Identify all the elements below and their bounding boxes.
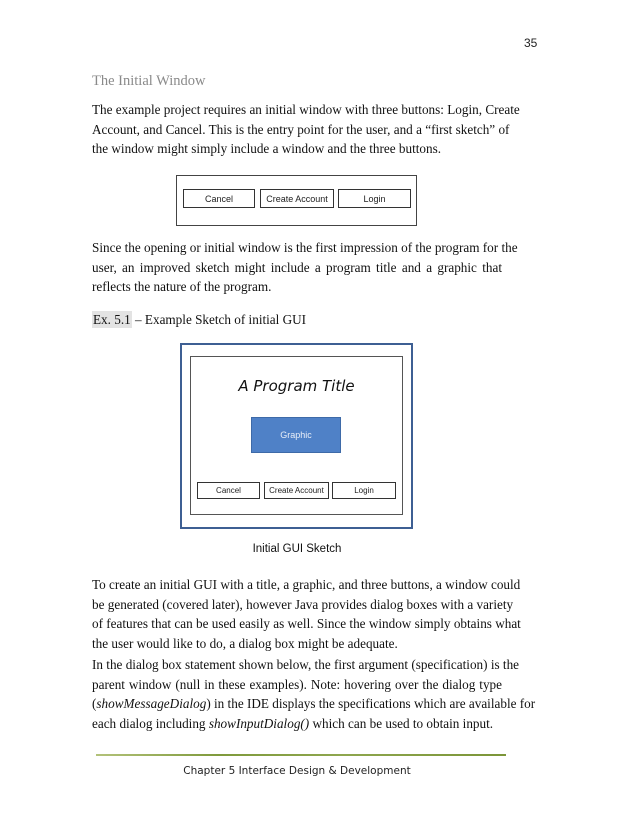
- method-name-show-message-dialog: showMessageDialog: [96, 696, 207, 711]
- text-fragment: (: [92, 696, 97, 711]
- text-line: [92, 694, 536, 714]
- text-line: The example project requires an initial window with three buttons: Login, Create: [92, 102, 520, 117]
- sketch-cancel-button: Cancel: [197, 482, 260, 499]
- text-line: parent window (null in these examples). Note: hovering over the dialog type: [92, 676, 502, 692]
- text-line: of features that can be used easily as well. Since the window simply obtains what: [92, 616, 521, 631]
- text-line: user, an improved sketch might include a program title and a graphic that: [92, 259, 502, 275]
- dialog-explanation-paragraph: [92, 575, 521, 653]
- improved-sketch-paragraph: [92, 238, 518, 297]
- sketch-login-button: Login: [338, 189, 411, 208]
- text-line: Since the opening or initial window is the first impression of the program for the: [92, 240, 518, 255]
- method-name-show-input-dialog: showInputDialog(): [208, 715, 310, 731]
- intro-paragraph: [92, 100, 520, 159]
- sketch-create-account-button: Create Account: [260, 189, 334, 208]
- section-heading: The Initial Window: [92, 73, 206, 89]
- footer-divider: [96, 754, 506, 756]
- text-line: reflects the nature of the program.: [92, 279, 272, 294]
- text-line: To create an initial GUI with a title, a graphic, and three buttons, a window could: [92, 577, 521, 592]
- page-number: 35: [524, 36, 538, 50]
- text-fragment: which can be used to obtain input.: [309, 715, 494, 731]
- sketch-create-account-button: Create Account: [264, 482, 329, 499]
- figure-caption: Initial GUI Sketch: [252, 543, 342, 555]
- example-label: [92, 312, 306, 328]
- first-sketch-window: [176, 175, 417, 226]
- improved-sketch-window: [190, 356, 403, 515]
- example-number: Ex. 5.1: [93, 312, 131, 327]
- text-fragment: ) in the IDE displays the specifications which are available for: [206, 696, 536, 711]
- text-line: [92, 714, 502, 734]
- text-line: be generated (covered later), however Java provides dialog boxes with a variety: [92, 596, 514, 612]
- text-fragment: each dialog including: [92, 715, 209, 731]
- text-line: Account, and Cancel. This is the entry point for the user, and a “first sketch” of: [92, 121, 510, 137]
- footer-chapter-title: Chapter 5 Interface Design & Development: [183, 765, 411, 777]
- text-line: In the dialog box statement shown below, the first argument (specification) is the: [92, 657, 520, 672]
- sketch-cancel-button: Cancel: [183, 189, 255, 208]
- dialog-statement-paragraph: [92, 655, 536, 733]
- text-line: the user would like to do, a dialog box might be adequate.: [92, 635, 398, 651]
- graphic-placeholder: Graphic: [251, 417, 341, 453]
- sketch-login-button: Login: [332, 482, 396, 499]
- text-line: the window might simply include a window and the three buttons.: [92, 141, 442, 156]
- improved-sketch-frame: [180, 343, 413, 529]
- example-title: – Example Sketch of initial GUI: [131, 312, 307, 327]
- program-title: A Program Title: [238, 377, 355, 395]
